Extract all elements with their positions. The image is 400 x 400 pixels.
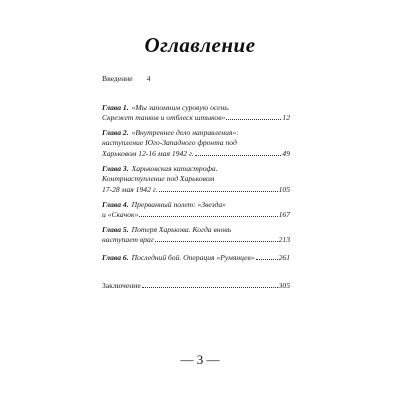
chapter-label: Глава 4. (102, 200, 129, 209)
conclusion-label: Заключение (102, 281, 141, 290)
chapter-label: Глава 1. (102, 103, 129, 112)
chapter-page: 105 (278, 184, 290, 194)
chapter-title-line: и «Скачок» (102, 210, 139, 220)
toc-entry-conclusion (102, 281, 290, 291)
chapter-label: Глава 6. (102, 253, 129, 262)
intro-page: 4 (146, 74, 151, 83)
chapter-title-line: Харьковская катастрофа. (131, 164, 218, 173)
chapter-page: 213 (278, 235, 290, 245)
chapter-title-line: Скрежет танков и отблеск штыков» (102, 113, 226, 123)
conclusion-page: 305 (278, 281, 290, 290)
chapter-title-line: Контрнаступление под Харьковом (102, 174, 215, 184)
page-title: Оглавление (144, 33, 256, 57)
toc-entry-chapter-5 (102, 225, 290, 246)
chapter-page: 12 (282, 113, 290, 123)
chapter-label: Глава 2. (102, 128, 129, 137)
chapter-page: 261 (278, 253, 290, 262)
leader-dots (139, 216, 277, 217)
chapter-title-line: наступление Юго-Западного фронта под (102, 138, 237, 148)
toc-entry-chapter-1 (102, 103, 290, 124)
leader-dots (142, 287, 278, 288)
chapter-label: Глава 3. (102, 164, 129, 173)
chapter-title-line: «Мы запомним суровую осень. (131, 103, 230, 112)
leader-dots (155, 241, 278, 242)
leader-dots (159, 191, 278, 192)
leader-dots (226, 119, 281, 120)
leader-dots (195, 155, 282, 156)
chapter-page: 49 (282, 148, 290, 158)
chapter-title-line: Харьковом 12-16 мая 1942 г. (102, 148, 194, 158)
chapter-title-line: Прерванный полет: «Звезда» (131, 200, 226, 209)
chapter-page: 167 (278, 210, 290, 220)
chapter-title-line: «Внутреннее дело направления»: (131, 128, 239, 137)
toc-entry-chapter-2 (102, 128, 290, 159)
toc-entry-chapter-3 (102, 164, 290, 195)
leader-dots (256, 259, 278, 260)
chapter-title-line: Потеря Харькова. Когда вновь (131, 225, 232, 234)
toc-entry-chapter-6 (102, 253, 290, 263)
toc-entry-intro (102, 74, 150, 83)
intro-label: Введение (102, 74, 133, 83)
chapter-title-line: Последний бой. Операция «Румянцев» (131, 253, 255, 262)
chapter-title-line: наступает враг (102, 235, 154, 245)
chapter-title-line: 17-28 мая 1942 г. (102, 184, 158, 194)
chapter-label: Глава 5. (102, 225, 129, 234)
toc-entry-chapter-4 (102, 200, 290, 221)
page-number: — 3 — (180, 352, 220, 367)
